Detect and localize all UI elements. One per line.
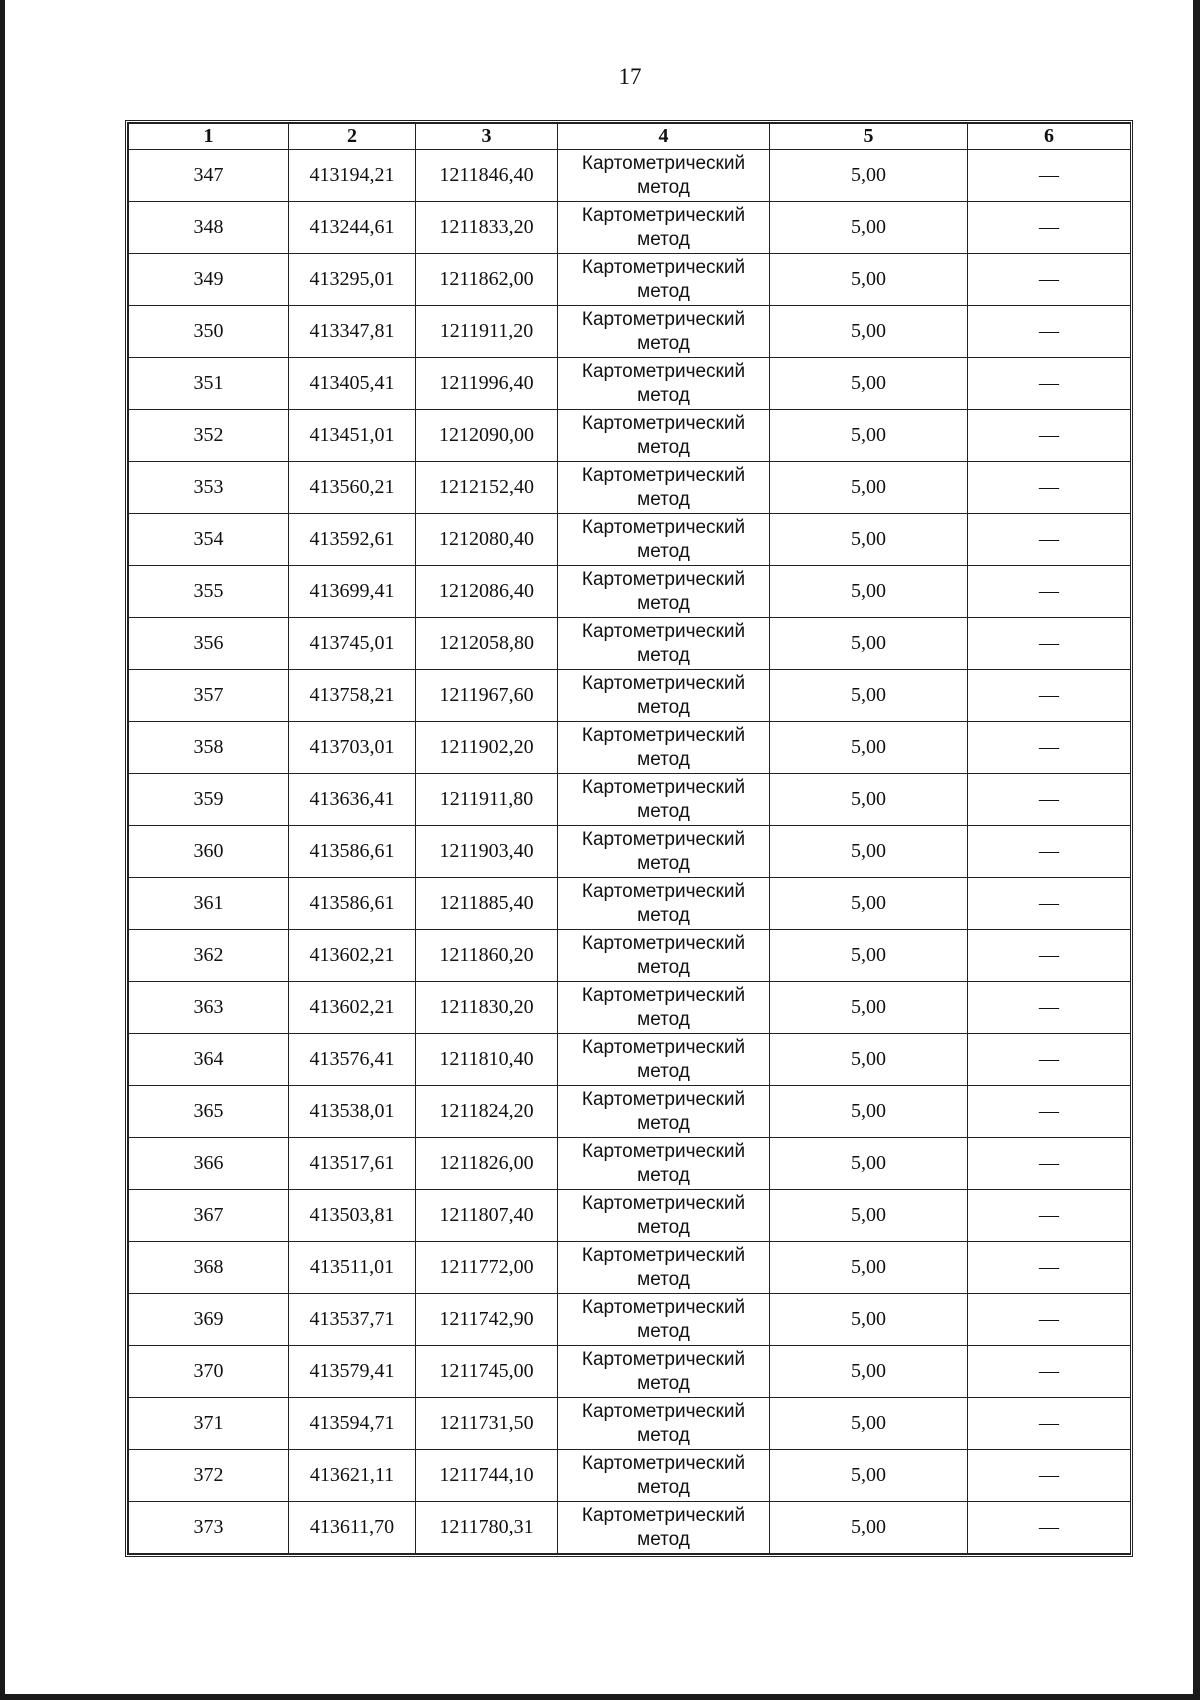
x-coordinate-cell: 413636,41	[289, 774, 416, 826]
point-number-cell: 349	[129, 254, 289, 306]
header-cell: 6	[968, 124, 1131, 150]
table-row	[129, 1294, 1131, 1346]
x-coordinate-cell: 413602,21	[289, 930, 416, 982]
y-coordinate-cell: 1211810,40	[416, 1034, 558, 1086]
method-cell: Картометрический метод	[558, 1034, 770, 1086]
method-cell: Картометрический метод	[558, 358, 770, 410]
page-number: 17	[618, 64, 642, 89]
y-coordinate-cell: 1212152,40	[416, 462, 558, 514]
x-coordinate-cell: 413537,71	[289, 1294, 416, 1346]
point-number-cell: 355	[129, 566, 289, 618]
accuracy-cell: 5,00	[770, 254, 968, 306]
table-row	[129, 566, 1131, 618]
x-coordinate-cell: 413699,41	[289, 566, 416, 618]
point-number-cell: 348	[129, 202, 289, 254]
table-row	[129, 1450, 1131, 1502]
method-cell: Картометрический метод	[558, 1138, 770, 1190]
table-row	[129, 774, 1131, 826]
x-coordinate-cell: 413586,61	[289, 826, 416, 878]
x-coordinate-cell: 413244,61	[289, 202, 416, 254]
table-row	[129, 358, 1131, 410]
point-number-cell: 361	[129, 878, 289, 930]
point-number-cell: 357	[129, 670, 289, 722]
note-cell: —	[968, 1242, 1131, 1294]
header-cell: 5	[770, 124, 968, 150]
y-coordinate-cell: 1211911,20	[416, 306, 558, 358]
note-cell: —	[968, 774, 1131, 826]
method-cell: Картометрический метод	[558, 202, 770, 254]
accuracy-cell: 5,00	[770, 150, 968, 202]
method-cell: Картометрический метод	[558, 1398, 770, 1450]
y-coordinate-cell: 1211807,40	[416, 1190, 558, 1242]
note-cell: —	[968, 982, 1131, 1034]
x-coordinate-cell: 413592,61	[289, 514, 416, 566]
y-coordinate-cell: 1212080,40	[416, 514, 558, 566]
table-row	[129, 514, 1131, 566]
accuracy-cell: 5,00	[770, 1034, 968, 1086]
y-coordinate-cell: 1211902,20	[416, 722, 558, 774]
note-cell: —	[968, 722, 1131, 774]
header-cell: 1	[129, 124, 289, 150]
accuracy-cell: 5,00	[770, 566, 968, 618]
accuracy-cell: 5,00	[770, 774, 968, 826]
table-row	[129, 722, 1131, 774]
method-cell: Картометрический метод	[558, 878, 770, 930]
method-cell: Картометрический метод	[558, 462, 770, 514]
method-cell: Картометрический метод	[558, 1086, 770, 1138]
note-cell: —	[968, 1190, 1131, 1242]
x-coordinate-cell: 413579,41	[289, 1346, 416, 1398]
table-row	[129, 1138, 1131, 1190]
header-row	[129, 124, 1131, 150]
point-number-cell: 358	[129, 722, 289, 774]
note-cell: —	[968, 670, 1131, 722]
note-cell: —	[968, 566, 1131, 618]
accuracy-cell: 5,00	[770, 462, 968, 514]
accuracy-cell: 5,00	[770, 1190, 968, 1242]
x-coordinate-cell: 413745,01	[289, 618, 416, 670]
table-row	[129, 202, 1131, 254]
x-coordinate-cell: 413602,21	[289, 982, 416, 1034]
y-coordinate-cell: 1211772,00	[416, 1242, 558, 1294]
table-row	[129, 410, 1131, 462]
point-number-cell: 369	[129, 1294, 289, 1346]
point-number-cell: 364	[129, 1034, 289, 1086]
method-cell: Картометрический метод	[558, 566, 770, 618]
y-coordinate-cell: 1212058,80	[416, 618, 558, 670]
x-coordinate-cell: 413576,41	[289, 1034, 416, 1086]
note-cell: —	[968, 358, 1131, 410]
scan-border-bottom	[0, 1694, 1200, 1700]
table-row	[129, 878, 1131, 930]
method-cell: Картометрический метод	[558, 670, 770, 722]
accuracy-cell: 5,00	[770, 1294, 968, 1346]
accuracy-cell: 5,00	[770, 670, 968, 722]
y-coordinate-cell: 1211860,20	[416, 930, 558, 982]
coordinates-table	[125, 120, 1133, 1557]
point-number-cell: 365	[129, 1086, 289, 1138]
y-coordinate-cell: 1211833,20	[416, 202, 558, 254]
accuracy-cell: 5,00	[770, 878, 968, 930]
point-number-cell: 354	[129, 514, 289, 566]
method-cell: Картометрический метод	[558, 1450, 770, 1502]
point-number-cell: 350	[129, 306, 289, 358]
accuracy-cell: 5,00	[770, 1502, 968, 1554]
header-cell: 3	[416, 124, 558, 150]
table-row	[129, 1086, 1131, 1138]
table-row	[129, 930, 1131, 982]
note-cell: —	[968, 514, 1131, 566]
table-row	[129, 306, 1131, 358]
x-coordinate-cell: 413405,41	[289, 358, 416, 410]
note-cell: —	[968, 410, 1131, 462]
point-number-cell: 368	[129, 1242, 289, 1294]
method-cell: Картометрический метод	[558, 410, 770, 462]
x-coordinate-cell: 413586,61	[289, 878, 416, 930]
method-cell: Картометрический метод	[558, 1346, 770, 1398]
y-coordinate-cell: 1212090,00	[416, 410, 558, 462]
method-cell: Картометрический метод	[558, 722, 770, 774]
y-coordinate-cell: 1211846,40	[416, 150, 558, 202]
note-cell: —	[968, 254, 1131, 306]
x-coordinate-cell: 413511,01	[289, 1242, 416, 1294]
y-coordinate-cell: 1211826,00	[416, 1138, 558, 1190]
method-cell: Картометрический метод	[558, 254, 770, 306]
accuracy-cell: 5,00	[770, 1138, 968, 1190]
table-row	[129, 1034, 1131, 1086]
x-coordinate-cell: 413758,21	[289, 670, 416, 722]
y-coordinate-cell: 1211996,40	[416, 358, 558, 410]
accuracy-cell: 5,00	[770, 202, 968, 254]
point-number-cell: 351	[129, 358, 289, 410]
method-cell: Картометрический метод	[558, 618, 770, 670]
x-coordinate-cell: 413503,81	[289, 1190, 416, 1242]
method-cell: Картометрический метод	[558, 1190, 770, 1242]
y-coordinate-cell: 1211885,40	[416, 878, 558, 930]
accuracy-cell: 5,00	[770, 930, 968, 982]
note-cell: —	[968, 462, 1131, 514]
table-row	[129, 254, 1131, 306]
accuracy-cell: 5,00	[770, 618, 968, 670]
table-row	[129, 1242, 1131, 1294]
method-cell: Картометрический метод	[558, 514, 770, 566]
scan-border-right	[1193, 0, 1200, 1700]
x-coordinate-cell: 413703,01	[289, 722, 416, 774]
y-coordinate-cell: 1211903,40	[416, 826, 558, 878]
point-number-cell: 362	[129, 930, 289, 982]
y-coordinate-cell: 1211824,20	[416, 1086, 558, 1138]
accuracy-cell: 5,00	[770, 826, 968, 878]
point-number-cell: 373	[129, 1502, 289, 1554]
table-row	[129, 462, 1131, 514]
accuracy-cell: 5,00	[770, 982, 968, 1034]
note-cell: —	[968, 826, 1131, 878]
note-cell: —	[968, 1086, 1131, 1138]
note-cell: —	[968, 1294, 1131, 1346]
method-cell: Картометрический метод	[558, 930, 770, 982]
x-coordinate-cell: 413517,61	[289, 1138, 416, 1190]
note-cell: —	[968, 878, 1131, 930]
y-coordinate-cell: 1211911,80	[416, 774, 558, 826]
y-coordinate-cell: 1211731,50	[416, 1398, 558, 1450]
table-row	[129, 670, 1131, 722]
method-cell: Картометрический метод	[558, 150, 770, 202]
x-coordinate-cell: 413594,71	[289, 1398, 416, 1450]
note-cell: —	[968, 202, 1131, 254]
accuracy-cell: 5,00	[770, 1242, 968, 1294]
point-number-cell: 372	[129, 1450, 289, 1502]
note-cell: —	[968, 306, 1131, 358]
method-cell: Картометрический метод	[558, 826, 770, 878]
point-number-cell: 359	[129, 774, 289, 826]
y-coordinate-cell: 1211967,60	[416, 670, 558, 722]
header-cell: 2	[289, 124, 416, 150]
point-number-cell: 352	[129, 410, 289, 462]
y-coordinate-cell: 1211862,00	[416, 254, 558, 306]
method-cell: Картометрический метод	[558, 982, 770, 1034]
table-row	[129, 1398, 1131, 1450]
x-coordinate-cell: 413611,70	[289, 1502, 416, 1554]
table-row	[129, 1190, 1131, 1242]
table-row	[129, 982, 1131, 1034]
accuracy-cell: 5,00	[770, 410, 968, 462]
method-cell: Картометрический метод	[558, 1242, 770, 1294]
table-body	[129, 150, 1131, 1554]
method-cell: Картометрический метод	[558, 774, 770, 826]
note-cell: —	[968, 930, 1131, 982]
y-coordinate-cell: 1211742,90	[416, 1294, 558, 1346]
table-row	[129, 1346, 1131, 1398]
point-number-cell: 363	[129, 982, 289, 1034]
point-number-cell: 367	[129, 1190, 289, 1242]
y-coordinate-cell: 1211830,20	[416, 982, 558, 1034]
x-coordinate-cell: 413538,01	[289, 1086, 416, 1138]
point-number-cell: 347	[129, 150, 289, 202]
accuracy-cell: 5,00	[770, 1450, 968, 1502]
x-coordinate-cell: 413451,01	[289, 410, 416, 462]
point-number-cell: 353	[129, 462, 289, 514]
method-cell: Картометрический метод	[558, 1294, 770, 1346]
note-cell: —	[968, 1138, 1131, 1190]
table-row	[129, 618, 1131, 670]
note-cell: —	[968, 1398, 1131, 1450]
note-cell: —	[968, 1502, 1131, 1554]
note-cell: —	[968, 1034, 1131, 1086]
header-cell: 4	[558, 124, 770, 150]
y-coordinate-cell: 1211744,10	[416, 1450, 558, 1502]
x-coordinate-cell: 413560,21	[289, 462, 416, 514]
method-cell: Картометрический метод	[558, 1502, 770, 1554]
accuracy-cell: 5,00	[770, 358, 968, 410]
note-cell: —	[968, 618, 1131, 670]
accuracy-cell: 5,00	[770, 306, 968, 358]
point-number-cell: 360	[129, 826, 289, 878]
y-coordinate-cell: 1212086,40	[416, 566, 558, 618]
note-cell: —	[968, 1450, 1131, 1502]
accuracy-cell: 5,00	[770, 514, 968, 566]
table-row	[129, 826, 1131, 878]
accuracy-cell: 5,00	[770, 1346, 968, 1398]
y-coordinate-cell: 1211745,00	[416, 1346, 558, 1398]
point-number-cell: 370	[129, 1346, 289, 1398]
note-cell: —	[968, 1346, 1131, 1398]
note-cell: —	[968, 150, 1131, 202]
x-coordinate-cell: 413347,81	[289, 306, 416, 358]
x-coordinate-cell: 413621,11	[289, 1450, 416, 1502]
accuracy-cell: 5,00	[770, 1398, 968, 1450]
accuracy-cell: 5,00	[770, 722, 968, 774]
x-coordinate-cell: 413295,01	[289, 254, 416, 306]
accuracy-cell: 5,00	[770, 1086, 968, 1138]
point-number-cell: 371	[129, 1398, 289, 1450]
point-number-cell: 356	[129, 618, 289, 670]
y-coordinate-cell: 1211780,31	[416, 1502, 558, 1554]
scan-border-left	[0, 0, 5, 1700]
table-row	[129, 150, 1131, 202]
table-row	[129, 1502, 1131, 1554]
x-coordinate-cell: 413194,21	[289, 150, 416, 202]
point-number-cell: 366	[129, 1138, 289, 1190]
method-cell: Картометрический метод	[558, 306, 770, 358]
